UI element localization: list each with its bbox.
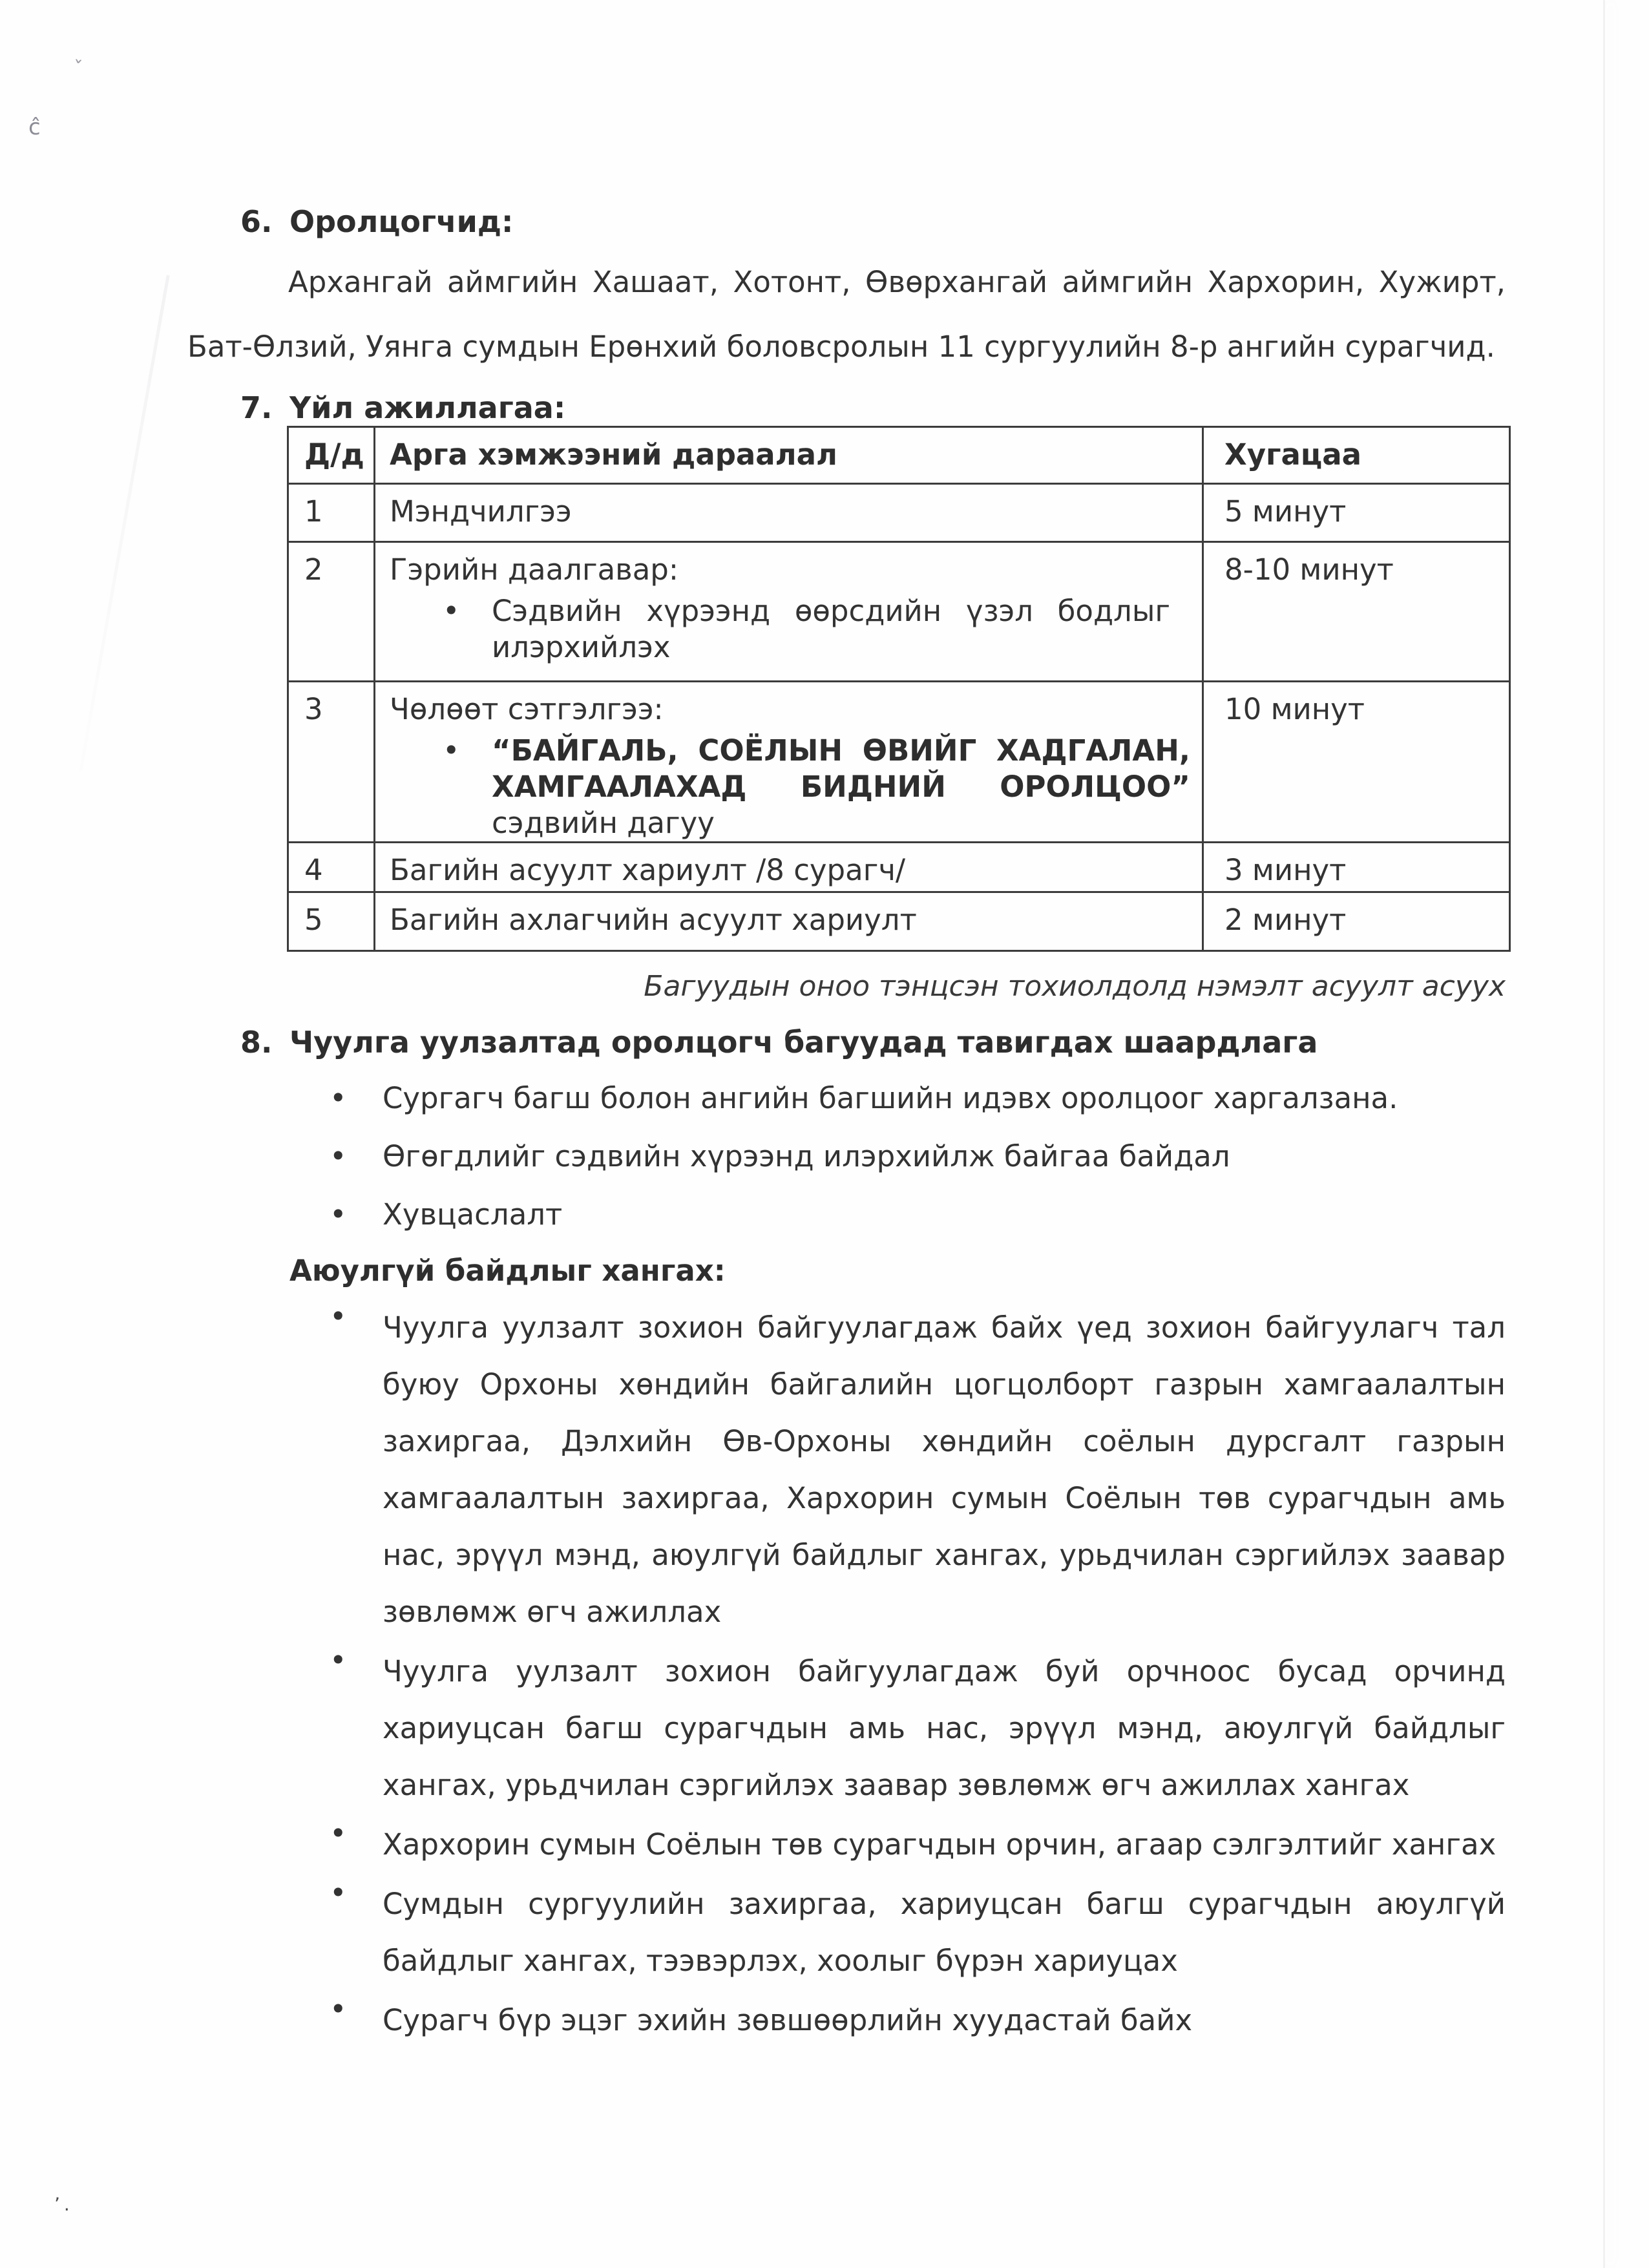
activity-lead: Багийн асуулт хариулт /8 сурагч/ (390, 853, 906, 887)
activity-cell (375, 892, 1203, 951)
safety-text-line: байдлыг хангах, тээвэрлэх, хоолыг бүрэн хариуцах (383, 1944, 1178, 1978)
requirement-item (187, 1128, 1506, 1186)
bullet-text-line: “БАЙГАЛЬ, СОЁЛЫН ӨВИЙГ ХАДГАЛАН, (492, 733, 1190, 768)
duration-cell: 3 минут (1203, 843, 1510, 892)
safety-text-line: буюу Орхоны хөндийн байгалийн цогцолборт газрын хамгаалалтын (383, 1367, 1506, 1402)
safety-text-line: Хархорин сумын Соёлын төв сурагчдын орчин, агаар сэлгэлтийг хангах (383, 1827, 1497, 1862)
safety-text-line: хангах, урьдчилан сэргийлэх заавар зөвлөмж өгч ажиллах хангах (383, 1768, 1410, 1802)
scan-fold-line (1603, 0, 1605, 2268)
bullet-text-line: илэрхийлэх (492, 630, 671, 664)
header-cell-activity: Арга хэмжээний дараалал (375, 427, 1203, 484)
bullet-icon: • (330, 1197, 347, 1232)
safety-text-line: Сумдын сургуулийн захиргаа, хариуцсан багш сурагчдын аюулгүй (383, 1887, 1506, 1921)
table-row (288, 892, 1510, 951)
safety-text-line: захиргаа, Дэлхийн Өв-Орхоны хөндийн соёлын дурсгалт газрын (383, 1424, 1506, 1458)
requirement-item (187, 1069, 1506, 1128)
bullet-text (492, 593, 1170, 666)
activity-lead: Гэрийн даалгавар: (390, 552, 678, 587)
table-note: Багуудын оноо тэнцсэн тохиолдолд нэмэлт асуулт асуух (644, 970, 1506, 1003)
bullet-icon: • (443, 594, 460, 628)
safety-item (187, 1299, 1506, 1641)
requirement-text: Сургагч багш болон ангийн багшийн идэвх оролцоог харгалзана. (383, 1081, 1398, 1115)
duration-cell: 10 минут (1203, 682, 1510, 843)
safety-text-line: Сурагч бүр эцэг эхийн зөвшөөрлийн хуудастай байх (383, 2003, 1193, 2037)
section-8-heading (240, 1024, 1649, 1060)
row-number-cell: 3 (288, 682, 375, 843)
safety-list (187, 1299, 1506, 2049)
section-number: 6. (240, 204, 273, 239)
bullet-icon: • (330, 1643, 347, 1677)
safety-text (383, 1876, 1506, 1990)
duration-cell: 2 минут (1203, 892, 1510, 951)
scan-artifact: ʼ. (54, 2194, 74, 2215)
activity-lead: Чөлөөт сэтгэлгээ: (390, 692, 664, 726)
bullet-icon: • (443, 733, 460, 768)
table-header-row (288, 427, 1510, 484)
table-row (288, 843, 1510, 892)
safety-item (187, 1992, 1506, 2049)
activity-lead: Багийн ахлагчийн асуулт хариулт (390, 903, 917, 937)
activity-lead: Мэндчилгээ (390, 494, 572, 529)
safety-text-line: нас, эрүүл мэнд, аюулгүй байдлыг хангах, урьдчилан сэргийлэх заавар (383, 1538, 1506, 1572)
header-cell-num: Д/д (288, 427, 375, 484)
activity-bullet (443, 593, 1190, 666)
row-number-cell: 2 (288, 542, 375, 682)
safety-text (383, 1299, 1506, 1641)
row-number-cell: 5 (288, 892, 375, 951)
table-row (288, 484, 1510, 542)
activity-cell (375, 682, 1203, 843)
requirement-text: Өгөгдлийг сэдвийн хүрээнд илэрхийлж байгаа байдал (383, 1139, 1230, 1173)
section-7-heading (240, 390, 1649, 426)
section-6-heading (240, 204, 1649, 240)
activity-cell (375, 542, 1203, 682)
scan-artifact: ĉ (28, 114, 41, 140)
bullet-icon: • (330, 1876, 347, 1910)
activity-bullet (443, 733, 1190, 841)
bullet-text (492, 733, 1190, 841)
activity-cell (375, 843, 1203, 892)
safety-item (187, 1816, 1506, 1873)
bullet-text-line: ХАМГААЛАХАД БИДНИЙ ОРОЛЦОО” (492, 770, 1190, 804)
row-number-cell: 1 (288, 484, 375, 542)
safety-item (187, 1643, 1506, 1814)
bullet-icon: • (330, 1992, 347, 2026)
bullet-icon: • (330, 1299, 347, 1334)
table-row (288, 542, 1510, 682)
safety-text (383, 1816, 1506, 1873)
bullet-icon: • (330, 1816, 347, 1851)
scan-streak (79, 275, 169, 772)
requirement-item (187, 1186, 1506, 1244)
activity-cell (375, 484, 1203, 542)
paragraph-line: Бат-Өлзий, Уянга сумдын Ерөнхий боловсролын 11 сургуулийн 8-р ангийн сурагчид. (187, 330, 1495, 364)
safety-text (383, 1992, 1506, 2049)
row-number-cell: 4 (288, 843, 375, 892)
safety-text-line: Чуулга уулзалт зохион байгуулагдаж байх үед зохион байгуулагч тал (383, 1310, 1506, 1345)
requirement-text: Хувцаслалт (383, 1197, 563, 1232)
bullet-icon: • (330, 1139, 347, 1173)
bullet-text-line: сэдвийн дагуу (492, 806, 715, 840)
requirements-list (187, 1069, 1506, 1244)
section-number: 8. (240, 1025, 273, 1060)
safety-heading: Аюулгүй байдлыг хангах: (289, 1254, 726, 1288)
scan-artifact: ˇ (70, 57, 84, 81)
section-title: Чуулга уулзалтад оролцогч багуудад тавигдах шаардлага (289, 1025, 1318, 1060)
safety-item (187, 1876, 1506, 1990)
safety-text-line: Чуулга уулзалт зохион байгуулагдаж буй орчноос бусад орчинд (383, 1654, 1506, 1688)
activities-table (287, 426, 1511, 952)
table-row (288, 682, 1510, 843)
safety-text-line: зөвлөмж өгч ажиллах (383, 1595, 722, 1629)
section-title: Үйл ажиллагаа: (289, 390, 566, 425)
duration-cell: 5 минут (1203, 484, 1510, 542)
bullet-text-line: Сэдвийн хүрээнд өөрсдийн үзэл бодлыг (492, 594, 1170, 628)
bullet-icon: • (330, 1081, 347, 1115)
header-cell-duration: Хугацаа (1203, 427, 1510, 484)
section-number: 7. (240, 390, 273, 425)
safety-text-line: хамгаалалтын захиргаа, Хархорин сумын Соёлын төв сурагчдын амь (383, 1481, 1506, 1515)
participants-paragraph (187, 250, 1506, 379)
duration-cell: 8-10 минут (1203, 542, 1510, 682)
paragraph-line: Архангай аймгийн Хашаат, Хотонт, Өвөрхангай аймгийн Хархорин, Хужирт, (288, 265, 1506, 299)
safety-text-line: хариуцсан багш сурагчдын амь нас, эрүүл мэнд, аюулгүй байдлыг (383, 1711, 1506, 1745)
section-title: Оролцогчид: (289, 204, 514, 239)
safety-text (383, 1643, 1506, 1814)
